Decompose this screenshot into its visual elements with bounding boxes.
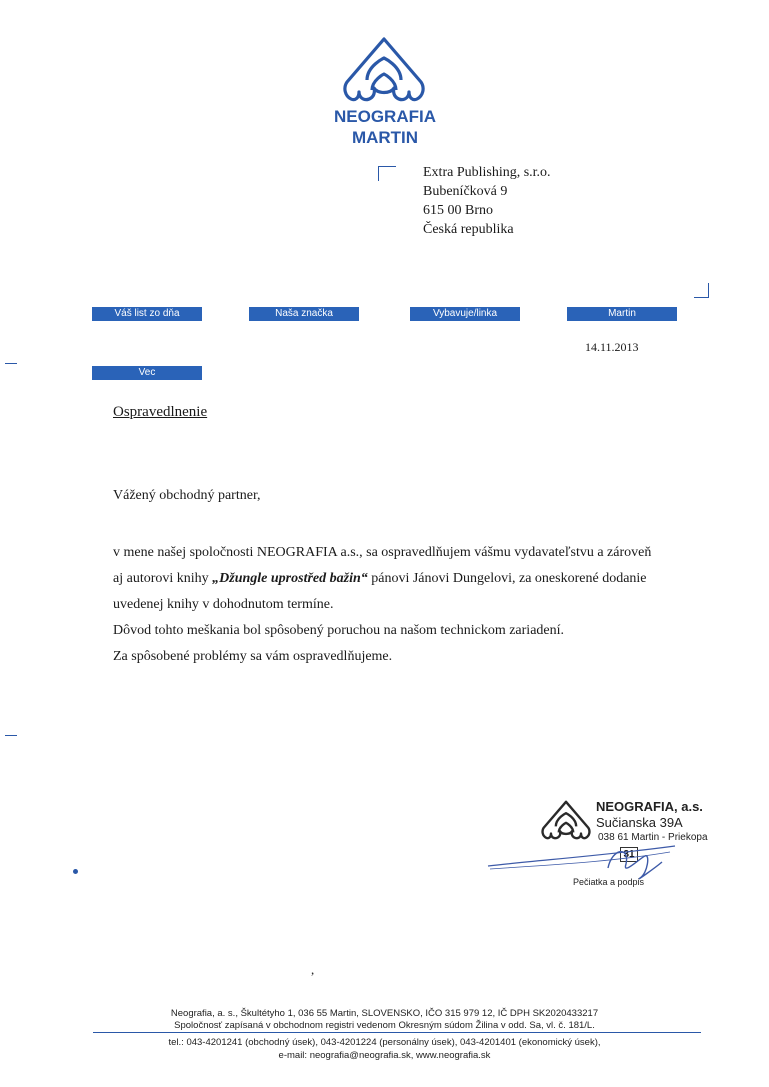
- footer-divider: [93, 1032, 701, 1033]
- address-corner-mark-right: [694, 283, 709, 298]
- body-line: uvedenej knihy v dohodnutom termíne.: [113, 597, 334, 612]
- label-our-reference: Naša značka: [249, 307, 359, 321]
- label-handled-by: Vybavuje/linka: [410, 307, 520, 321]
- logo-line-1: NEOGRAFIA: [334, 107, 436, 126]
- margin-dot: [73, 869, 78, 874]
- stray-mark: ,: [311, 962, 315, 977]
- fold-mark: [5, 363, 17, 364]
- body-line: [113, 566, 673, 592]
- stamp-logo-icon: [540, 800, 592, 842]
- body-line: Za spôsobené problémy sa vám ospravedlňujeme.: [113, 649, 393, 664]
- book-title: „Džungle uprostřed bažin“: [212, 571, 368, 586]
- footer-line: Spoločnosť zapísaná v obchodnom registri vedenom Okresným súdom Žilina v odd. Sa, vl. č. 181/L.: [174, 1020, 595, 1031]
- logo-line-2: MARTIN: [351, 128, 419, 147]
- label-subject: Vec: [92, 366, 202, 380]
- stamp-city: 038 61 Martin - Priekopa: [598, 832, 708, 843]
- letter-date: 14.11.2013: [585, 340, 639, 354]
- body-line: v mene našej spoločnosti NEOGRAFIA a.s., sa ospravedlňujem vášmu vydavateľstvu a zároveň: [113, 545, 652, 560]
- body-line: Dôvod tohto meškania bol spôsobený poruchou na našom technickom zariadení.: [113, 623, 565, 638]
- footer-contact-line: tel.: 043-4201241 (obchodný úsek), 043-4201224 (personálny úsek), 043-4201401 (ekonomický úsek),: [168, 1037, 601, 1048]
- stamp-company-name: NEOGRAFIA, a.s.: [596, 799, 703, 814]
- stamp-number: 31: [620, 847, 638, 862]
- footer-contact-line: e-mail: neografia@neografia.sk, www.neografia.sk: [278, 1050, 491, 1061]
- footer-line: Neografia, a. s., Škultétyho 1, 036 55 Martin, SLOVENSKO, IČO 315 979 12, IČ DPH SK2020433217: [170, 1008, 599, 1019]
- recipient-address: [423, 163, 551, 239]
- company-logo-text: [318, 106, 452, 148]
- salutation: Vážený obchodný partner,: [113, 488, 261, 503]
- address-line: Bubeníčková 9: [423, 184, 508, 199]
- address-line: 615 00 Brno: [423, 203, 493, 218]
- signature-caption: Pečiatka a podpis: [573, 877, 645, 887]
- stamp-street: Sučianska 39A: [596, 815, 683, 830]
- label-your-letter: Váš list zo dňa: [92, 307, 202, 321]
- letter-body: [113, 540, 673, 670]
- neografia-logo-icon: [341, 36, 427, 106]
- label-place: Martin: [567, 307, 677, 321]
- address-line: Extra Publishing, s.r.o.: [423, 165, 551, 180]
- fold-mark: [5, 735, 17, 736]
- letter-subject: Ospravedlnenie: [113, 404, 208, 420]
- address-line: Česká republika: [423, 222, 514, 237]
- body-text: pánovi Jánovi Dungelovi, za oneskorené dodanie: [367, 571, 647, 586]
- body-text: aj autorovi knihy: [113, 571, 213, 586]
- address-corner-mark: [378, 166, 396, 181]
